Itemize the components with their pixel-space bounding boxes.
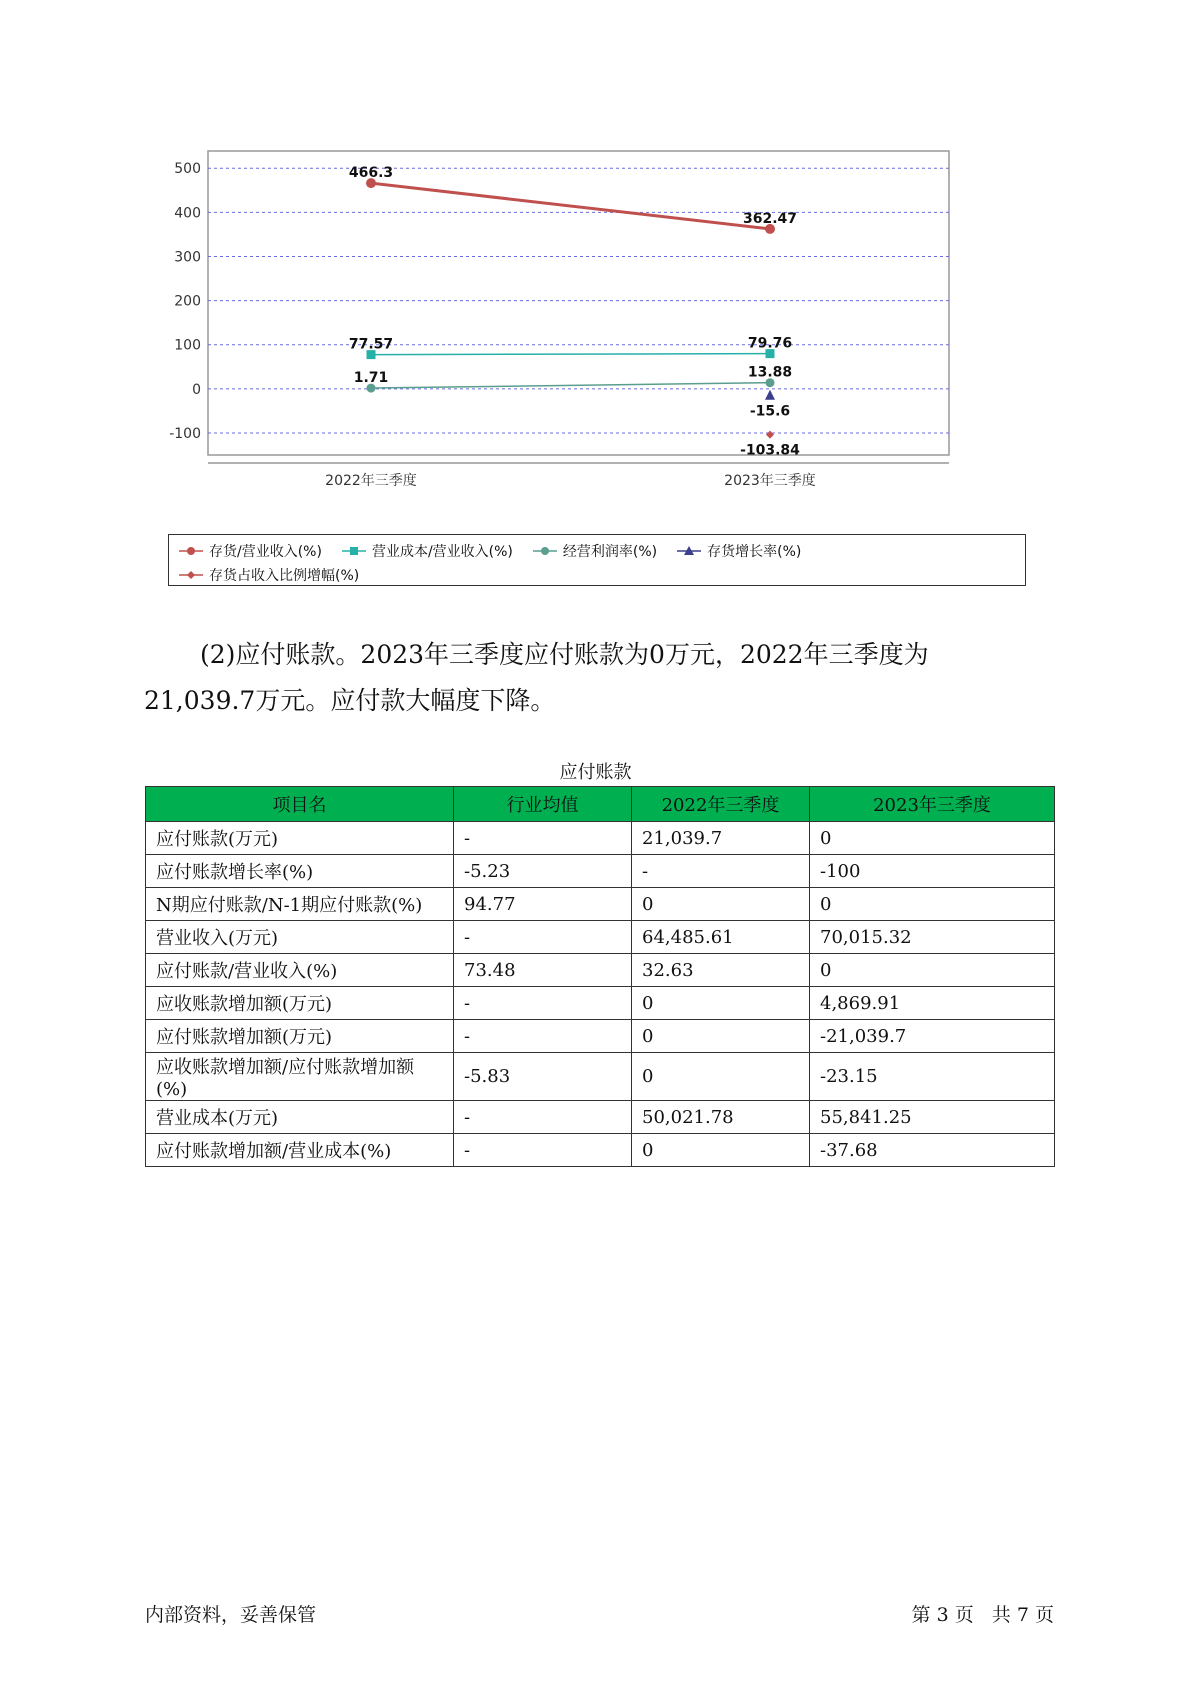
footer-confidential: 内部资料，妥善保管 xyxy=(145,1604,317,1626)
legend-item xyxy=(531,541,657,561)
data-label: 77.57 xyxy=(348,336,394,353)
series-line xyxy=(371,354,770,355)
cell: 21,039.7 xyxy=(632,822,810,855)
cell: -37.68 xyxy=(810,1134,1055,1167)
x-tick-label: 2022年三季度 xyxy=(325,473,417,489)
x-tick-label: 2023年三季度 xyxy=(724,473,816,489)
cell: - xyxy=(454,921,632,954)
data-label: 79.76 xyxy=(747,335,793,352)
y-tick-label: 0 xyxy=(192,381,201,398)
body-paragraph xyxy=(144,632,1044,724)
y-tick-label: 400 xyxy=(174,205,201,222)
y-tick-label: 200 xyxy=(174,293,201,310)
cell: -100 xyxy=(810,855,1055,888)
legend-marker-icon xyxy=(340,544,368,558)
table-row xyxy=(146,921,1055,954)
legend-label: 存货/营业收入(%) xyxy=(209,544,322,560)
chart-svg xyxy=(150,150,1030,530)
cell: 营业成本(万元) xyxy=(146,1101,454,1134)
cell: 70,015.32 xyxy=(810,921,1055,954)
cell: 应付账款/营业收入(%) xyxy=(146,954,454,987)
cell: 0 xyxy=(810,954,1055,987)
table-row xyxy=(146,1101,1055,1134)
cell: 0 xyxy=(632,1134,810,1167)
cell: 0 xyxy=(810,888,1055,921)
legend-label: 经营利润率(%) xyxy=(562,544,658,560)
cell: 应收账款增加额(万元) xyxy=(146,987,454,1020)
header-industry-avg: 行业均值 xyxy=(454,787,632,822)
cell: 应收账款增加额/应付账款增加额(%) xyxy=(146,1053,454,1101)
legend-marker-icon xyxy=(531,544,559,558)
data-label: 13.88 xyxy=(747,364,793,381)
cell: 应付账款(万元) xyxy=(146,822,454,855)
legend-marker-icon xyxy=(177,568,205,582)
cell: 0 xyxy=(632,888,810,921)
header-2023q3: 2023年三季度 xyxy=(810,787,1055,822)
plot-area xyxy=(208,151,949,455)
cell: -5.83 xyxy=(454,1053,632,1101)
table-row xyxy=(146,888,1055,921)
table-row xyxy=(146,855,1055,888)
line-chart xyxy=(150,150,1030,590)
cell: 94.77 xyxy=(454,888,632,921)
cell: 64,485.61 xyxy=(632,921,810,954)
y-tick-label: 500 xyxy=(174,161,201,178)
legend-marker-icon xyxy=(177,544,205,558)
legend-item xyxy=(675,541,801,561)
cell: - xyxy=(454,1020,632,1053)
table-row xyxy=(146,987,1055,1020)
cell: -23.15 xyxy=(810,1053,1055,1101)
cell: 0 xyxy=(632,1053,810,1101)
chart-legend xyxy=(168,534,1026,586)
cell: - xyxy=(632,855,810,888)
paragraph-line-2: 21,039.7万元。应付款大幅度下降。 xyxy=(144,686,556,715)
data-label: 466.3 xyxy=(348,165,394,182)
table-header-row xyxy=(146,787,1055,822)
legend-item xyxy=(177,565,359,585)
y-tick-label: -100 xyxy=(169,425,201,442)
table-row xyxy=(146,1053,1055,1101)
cell: 73.48 xyxy=(454,954,632,987)
payables-table xyxy=(145,786,1055,1167)
data-label: -15.6 xyxy=(749,403,791,420)
cell: 应付账款增加额/营业成本(%) xyxy=(146,1134,454,1167)
cell: - xyxy=(454,1101,632,1134)
cell: - xyxy=(454,987,632,1020)
legend-item xyxy=(340,541,513,561)
table-row xyxy=(146,954,1055,987)
header-item-name: 项目名 xyxy=(146,787,454,822)
legend-label: 存货占收入比例增幅(%) xyxy=(209,568,360,584)
legend-label: 存货增长率(%) xyxy=(707,544,802,560)
legend-item xyxy=(177,541,322,561)
table-row xyxy=(146,1020,1055,1053)
cell: 0 xyxy=(632,987,810,1020)
cell: 32.63 xyxy=(632,954,810,987)
cell: -21,039.7 xyxy=(810,1020,1055,1053)
cell: 50,021.78 xyxy=(632,1101,810,1134)
header-2022q3: 2022年三季度 xyxy=(632,787,810,822)
table-row xyxy=(146,822,1055,855)
cell: 0 xyxy=(632,1020,810,1053)
cell: 应付账款增长率(%) xyxy=(146,855,454,888)
legend-label: 营业成本/营业收入(%) xyxy=(371,544,513,560)
cell: - xyxy=(454,822,632,855)
data-label: 362.47 xyxy=(742,210,798,227)
cell: 营业收入(万元) xyxy=(146,921,454,954)
cell: 应付账款增加额(万元) xyxy=(146,1020,454,1053)
footer-page-number: 第 3 页 共 7 页 xyxy=(911,1604,1054,1626)
legend-marker-icon xyxy=(675,544,703,558)
y-tick-label: 100 xyxy=(174,337,201,354)
data-label: 1.71 xyxy=(353,370,389,387)
cell: -5.23 xyxy=(454,855,632,888)
data-label: -103.84 xyxy=(740,442,800,459)
table-row xyxy=(146,1134,1055,1167)
cell: 0 xyxy=(810,822,1055,855)
cell: N期应付账款/N-1期应付账款(%) xyxy=(146,888,454,921)
cell: 55,841.25 xyxy=(810,1101,1055,1134)
y-tick-label: 300 xyxy=(174,249,201,266)
paragraph-line-1: (2)应付账款。2023年三季度应付账款为0万元，2022年三季度为 xyxy=(200,640,929,669)
cell: 4,869.91 xyxy=(810,987,1055,1020)
table-caption: 应付账款 xyxy=(559,762,632,783)
cell: - xyxy=(454,1134,632,1167)
